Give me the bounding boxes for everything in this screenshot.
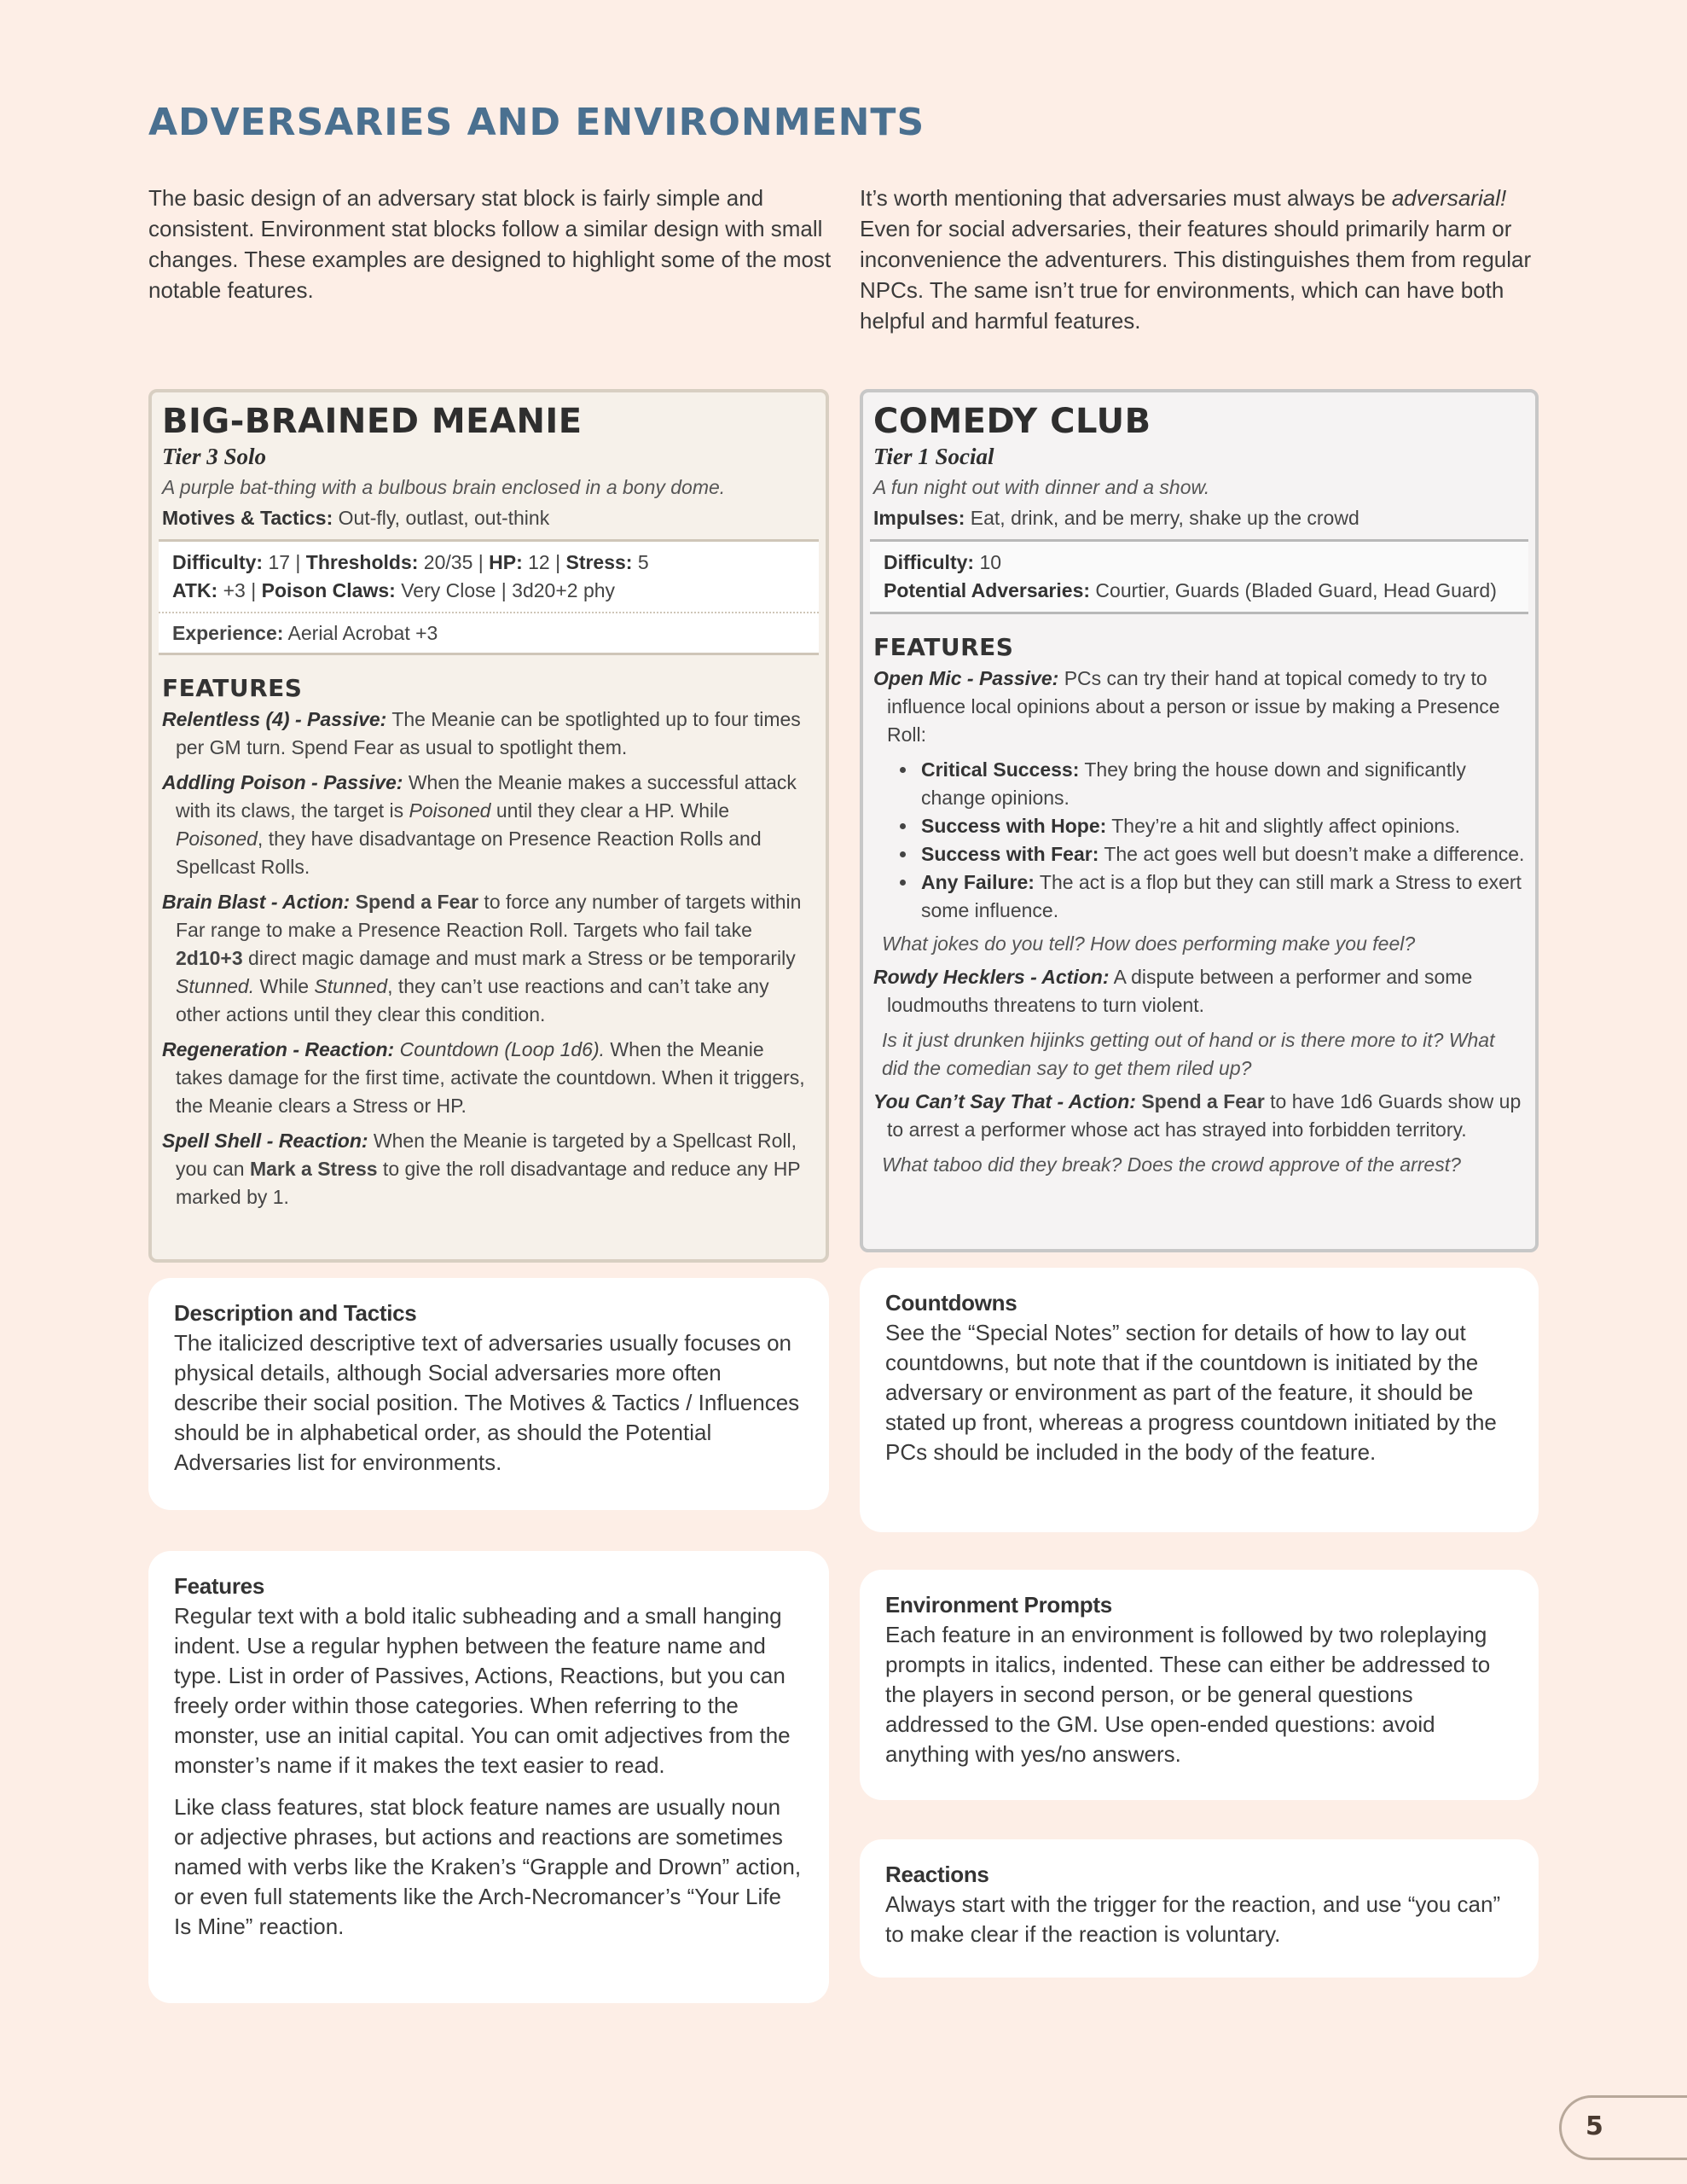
- note-text: Always start with the trigger for the reaction, and use “you can” to make clear if the reaction is voluntary.: [885, 1891, 1501, 1947]
- meanie-feature-regeneration: [162, 1036, 815, 1120]
- meanie-experience: [159, 612, 819, 655]
- meanie-difficulty-label: Difficulty:: [172, 551, 264, 573]
- meanie-experience-label: Experience:: [172, 622, 284, 644]
- open-mic-outcomes: [873, 756, 1525, 925]
- list-item: [918, 868, 1525, 925]
- feature-text: to give the roll disadvantage and reduce any HP marked by 1.: [176, 1158, 801, 1208]
- outcome-label: Success with Hope:: [921, 815, 1107, 837]
- feature-condition: Poisoned: [409, 799, 491, 822]
- intro-right: [860, 183, 1542, 336]
- meanie-motives-label: Motives & Tactics:: [162, 507, 333, 529]
- outcome-text: The act is a flop but they can still mark a Stress to exert some influence.: [921, 871, 1522, 921]
- meanie-feature-addling-poison: [162, 769, 815, 881]
- note-title: Environment Prompts: [885, 1592, 1112, 1618]
- feature-condition: Poisoned: [176, 828, 258, 850]
- note-title: Features: [174, 1573, 264, 1599]
- meanie-feature-spell-shell: [162, 1127, 815, 1211]
- meanie-stats-line: [172, 549, 805, 577]
- meanie-hp: 12 |: [522, 551, 566, 573]
- intro-right-text-1: It’s worth mentioning that adversaries must always be: [860, 185, 1392, 211]
- note-countdowns: [860, 1268, 1539, 1532]
- feature-condition: Stunned.: [176, 975, 255, 997]
- club-adversaries: Courtier, Guards (Bladed Guard, Head Guard): [1090, 579, 1497, 601]
- meanie-name: BIG-BRAINED MEANIE: [162, 402, 583, 441]
- feature-damage: 2d10+3: [176, 947, 243, 969]
- intro-left: The basic design of an adversary stat block is fairly simple and consistent. Environment stat blocks follow a similar design with small changes. These examples are designed to highlight some of the most notable features.: [148, 185, 832, 303]
- feature-text: to force any number of targets within Far range to make a Presence Reaction Roll. Targets who fail take: [176, 891, 802, 941]
- club-impulses-label: Impulses:: [873, 507, 965, 529]
- feature-name: Rowdy Hecklers - Action:: [873, 966, 1110, 988]
- intro-right-text-2: Even for social adversaries, their features should primarily harm or inconvenience the adventurers. This distinguishes them from regular NPCs. The same isn’t true for environments, which can have both helpful and harmful features.: [860, 216, 1532, 334]
- club-name: COMEDY CLUB: [873, 402, 1151, 441]
- feature-name: Regeneration - Reaction:: [162, 1038, 395, 1060]
- meanie-difficulty: 17 |: [263, 551, 306, 573]
- rowdy-hecklers-prompt: Is it just drunken hijinks getting out of hand or is there more to it? What did the comedian say to get them riled up?: [882, 1029, 1495, 1079]
- note-environment-prompts: [860, 1570, 1539, 1800]
- note-reactions: [860, 1839, 1539, 1978]
- feature-text: , they can’t use reactions and can’t take any other actions until they clear this condition.: [176, 975, 769, 1025]
- feature-text: When the Meanie takes damage for the first time, activate the countdown. When it triggers, the Meanie clears a Stress or HP.: [176, 1038, 805, 1117]
- feature-text: to have 1d6 Guards show up to arrest a performer whose act has strayed into forbidden territory.: [887, 1090, 1522, 1141]
- feature-text: until they clear a HP. While: [490, 799, 730, 822]
- feature-name: Open Mic - Passive:: [873, 667, 1059, 689]
- list-item: [918, 812, 1525, 840]
- note-features: [148, 1551, 829, 2003]
- note-text: Regular text with a bold italic subheading and a small hanging indent. Use a regular hyphen between the feature name and type. List in order of Passives, Actions, Reactions, but you can freely order within those categories. When referring to the monster, use an initial capital. You can omit adjectives from the monster’s name if it makes the text easier to read.: [174, 1603, 791, 1778]
- meanie-stat-block: [148, 389, 829, 1263]
- feature-text: While: [254, 975, 315, 997]
- club-adversaries-label: Potential Adversaries:: [884, 579, 1091, 601]
- meanie-atk-label: ATK:: [172, 579, 218, 601]
- club-features-heading: FEATURES: [873, 633, 1014, 661]
- club-difficulty-line: [884, 549, 1515, 577]
- feature-name: Spell Shell - Reaction:: [162, 1130, 368, 1152]
- meanie-stress-label: Stress:: [565, 551, 633, 573]
- meanie-weapon: Very Close | 3d20+2 phy: [395, 579, 616, 601]
- meanie-hp-label: HP:: [489, 551, 523, 573]
- note-title: Description and Tactics: [174, 1300, 417, 1326]
- feature-text: The Meanie can be spotlighted up to four times per GM turn. Spend Fear as usual to spotlight them.: [176, 708, 801, 758]
- feature-text: When the Meanie is targeted by a Spellcast Roll, you can: [176, 1130, 797, 1180]
- feature-text: direct magic damage and must mark a Stress or be temporarily: [242, 947, 796, 969]
- intro-right-emphasis: adversarial!: [1391, 185, 1507, 211]
- feature-condition: Stunned: [314, 975, 388, 997]
- open-mic-prompt: What jokes do you tell? How does performing make you feel?: [882, 932, 1416, 955]
- meanie-stat-box: [159, 539, 819, 612]
- feature-name: You Can’t Say That - Action:: [873, 1090, 1136, 1112]
- meanie-motives: [162, 505, 815, 531]
- meanie-motives-value: Out-fly, outlast, out-think: [333, 507, 550, 529]
- page-number: 5: [1559, 2095, 1687, 2160]
- club-adversaries-line: [884, 577, 1515, 605]
- meanie-experience-value: Aerial Acrobat +3: [283, 622, 438, 644]
- meanie-thresholds: 20/35 |: [418, 551, 490, 573]
- meanie-description: A purple bat-thing with a bulbous brain enclosed in a bony dome.: [162, 476, 726, 498]
- meanie-attack-line: [172, 577, 805, 605]
- meanie-feature-brain-blast: [162, 888, 815, 1029]
- outcome-label: Any Failure:: [921, 871, 1035, 893]
- outcome-text: The act goes well but doesn’t make a difference.: [1099, 843, 1525, 865]
- page-title: ADVERSARIES AND ENVIRONMENTS: [148, 101, 925, 144]
- note-title: Reactions: [885, 1862, 989, 1887]
- club-impulses-value: Eat, drink, and be merry, shake up the crowd: [965, 507, 1359, 529]
- note-title: Countdowns: [885, 1290, 1017, 1316]
- feature-text: A dispute between a performer and some loudmouths threatens to turn violent.: [887, 966, 1473, 1016]
- meanie-weapon-label: Poison Claws:: [261, 579, 396, 601]
- note-description-and-tactics: [148, 1278, 829, 1510]
- feature-name: Brain Blast - Action:: [162, 891, 351, 913]
- feature-cost: Mark a Stress: [249, 1158, 378, 1180]
- note-text: See the “Special Notes” section for details of how to lay out countdowns, but note that if the countdown is initiated by the adversary or environment as part of the feature, it should be stated up front, whereas a progress countdown initiated by the PCs should be included in the body of the feature.: [885, 1320, 1497, 1465]
- club-feature-rowdy-hecklers: [873, 963, 1525, 1019]
- feature-text: When the Meanie makes a successful attack with its claws, the target is: [176, 771, 797, 822]
- club-difficulty-label: Difficulty:: [884, 551, 975, 573]
- outcome-label: Success with Fear:: [921, 843, 1099, 865]
- meanie-thresholds-label: Thresholds:: [305, 551, 419, 573]
- note-text: The italicized descriptive text of adversaries usually focuses on physical details, although Social adversaries more often describe their social position. The Motives & Tactics / Influences should be in alphabetical order, as should the Potential Adversaries list for environments.: [174, 1330, 800, 1475]
- feature-cost: Spend a Fear: [350, 891, 479, 913]
- you-cant-say-that-prompt: What taboo did they break? Does the crowd approve of the arrest?: [882, 1153, 1461, 1176]
- note-text: Each feature in an environment is followed by two roleplaying prompts in italics, indented. These can either be addressed to the players in second person, or be general questions addressed to the GM. Use open-ended questions: avoid anything with yes/no answers.: [885, 1622, 1491, 1767]
- feature-cost: Spend a Fear: [1135, 1090, 1265, 1112]
- comedy-club-stat-block: [860, 389, 1539, 1252]
- club-feature-open-mic: [873, 665, 1525, 749]
- club-tier: Tier 1 Social: [873, 444, 994, 469]
- meanie-atk: +3 |: [217, 579, 262, 601]
- feature-name: Relentless (4) - Passive:: [162, 708, 387, 730]
- feature-text: , they have disadvantage on Presence Reaction Rolls and Spellcast Rolls.: [176, 828, 762, 878]
- outcome-text: They’re a hit and slightly affect opinions.: [1106, 815, 1460, 837]
- club-stat-box: [870, 539, 1528, 614]
- meanie-feature-relentless: [162, 706, 815, 762]
- list-item: [918, 756, 1525, 812]
- club-difficulty: 10: [974, 551, 1002, 573]
- meanie-features-heading: FEATURES: [162, 674, 303, 702]
- note-text: Like class features, stat block feature names are usually noun or adjective phrases, but actions and reactions are sometimes named with verbs like the Kraken’s “Grapple and Drown” action, or even full statements like the Arch-Necromancer’s “Your Life Is Mine” reaction.: [174, 1794, 802, 1939]
- feature-countdown: Countdown (Loop 1d6).: [394, 1038, 605, 1060]
- feature-name: Addling Poison - Passive:: [162, 771, 403, 793]
- club-impulses: [873, 505, 1525, 531]
- meanie-tier: Tier 3 Solo: [162, 444, 267, 469]
- outcome-label: Critical Success:: [921, 758, 1080, 781]
- feature-text: PCs can try their hand at topical comedy to try to influence local opinions about a person or issue by making a Presence Roll:: [887, 667, 1500, 746]
- club-feature-you-cant-say-that: [873, 1088, 1525, 1144]
- club-description: A fun night out with dinner and a show.: [873, 476, 1210, 498]
- meanie-stress: 5: [632, 551, 649, 573]
- outcome-text: They bring the house down and significantly change opinions.: [921, 758, 1466, 809]
- list-item: [918, 840, 1525, 868]
